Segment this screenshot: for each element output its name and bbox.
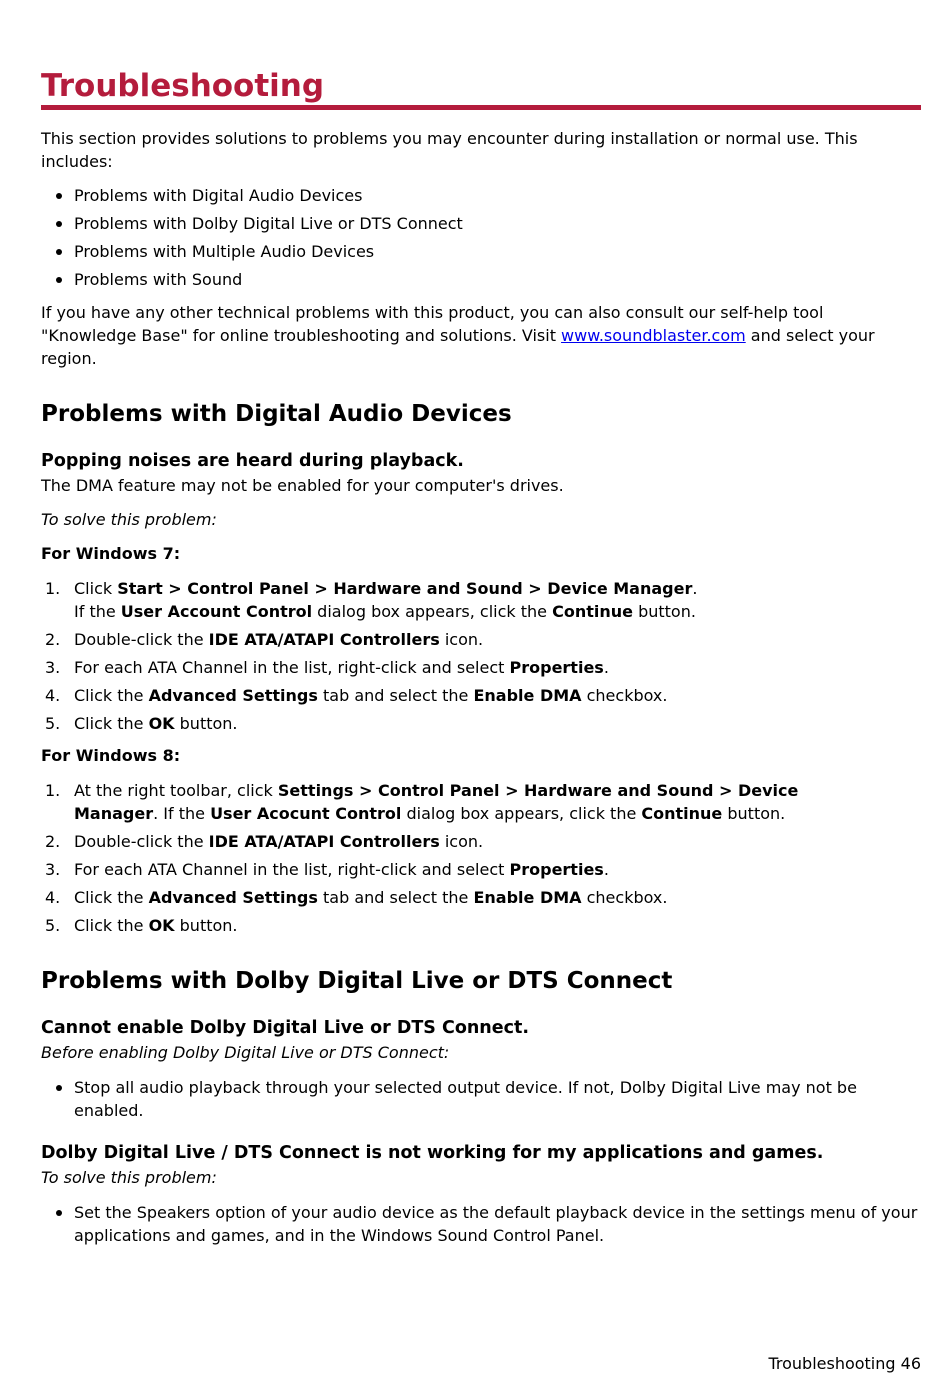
windows8-steps <box>41 779 921 942</box>
ui-term: Settings > Control Panel > Hardware and Sound > Device <box>277 781 799 800</box>
step-number: 5. <box>45 916 61 935</box>
section-heading-dolby: Problems with Dolby Digital Live or DTS Connect <box>41 968 673 994</box>
issue-heading-popping: Popping noises are heard during playback. <box>41 451 464 471</box>
step-number: 5. <box>45 714 61 733</box>
windows7-steps <box>41 577 921 740</box>
ui-term: Advanced Settings <box>148 888 318 907</box>
ui-term: OK <box>148 714 175 733</box>
list-item: Stop all audio playback through your selected output device. If not, Dolby Digital Live may not be enabled. <box>41 1076 921 1122</box>
step-text: . If the <box>153 804 211 823</box>
step-item <box>41 886 921 909</box>
bullet-icon <box>56 193 62 199</box>
step-text: icon. <box>439 832 484 851</box>
page-footer: Troubleshooting 46 <box>768 1354 921 1373</box>
step-text: For each ATA Channel in the list, right-click and select <box>74 658 510 677</box>
ui-term: User Acocunt Control <box>210 804 402 823</box>
step-number: 2. <box>45 630 61 649</box>
step-number: 2. <box>45 832 61 851</box>
ui-term: Properties <box>509 658 604 677</box>
speakers-bullet-list <box>41 1201 921 1247</box>
topic-item[interactable]: Problems with Sound <box>41 268 921 296</box>
step-text: If the <box>74 602 121 621</box>
ui-term: Manager <box>74 804 154 823</box>
step-text: checkbox. <box>581 888 668 907</box>
topic-item[interactable]: Problems with Dolby Digital Live or DTS Connect <box>41 212 921 240</box>
ui-term: Continue <box>641 804 723 823</box>
step-text: Click <box>74 579 118 598</box>
ui-term: OK <box>148 916 175 935</box>
step-text: tab and select the <box>317 888 474 907</box>
dolby-bullet-list <box>41 1076 921 1122</box>
step-item <box>41 914 921 937</box>
step-item <box>41 628 921 651</box>
windows8-label: For Windows 8: <box>41 746 181 765</box>
page-title: Troubleshooting <box>41 68 325 104</box>
step-text: button. <box>174 916 238 935</box>
ui-term: Start > Control Panel > Hardware and Sound > Device Manager <box>117 579 693 598</box>
step-text: checkbox. <box>581 686 668 705</box>
step-text: icon. <box>439 630 484 649</box>
step-text: . <box>603 860 609 879</box>
step-text: dialog box appears, click the <box>401 804 642 823</box>
list-item: Set the Speakers option of your audio device as the default playback device in the settings menu of your applications and games, and in the Windows Sound Control Panel. <box>41 1201 921 1247</box>
ui-term: Enable DMA <box>473 888 582 907</box>
step-text: button. <box>174 714 238 733</box>
topic-item[interactable]: Problems with Digital Audio Devices <box>41 184 921 212</box>
issue-heading-enable-dolby: Cannot enable Dolby Digital Live or DTS Connect. <box>41 1018 530 1038</box>
step-text: . <box>692 579 698 598</box>
bullet-icon <box>56 1085 62 1091</box>
step-text: At the right toolbar, click <box>74 781 278 800</box>
bullet-icon <box>56 221 62 227</box>
issue-cause: The DMA feature may not be enabled for your computer's drives. <box>41 476 564 495</box>
step-text: button. <box>633 602 696 621</box>
step-text: Click the <box>74 916 149 935</box>
step-text: Click the <box>74 686 149 705</box>
ui-term: Advanced Settings <box>148 686 318 705</box>
step-number: 4. <box>45 888 61 907</box>
ui-term: User Account Control <box>120 602 313 621</box>
section-heading-digital-audio: Problems with Digital Audio Devices <box>41 401 512 427</box>
knowledge-base-paragraph: If you have any other technical problems with this product, you can also consult our self-help tool "Knowledge Base" for online troubleshooting and solutions. Visit www.soundblaster.com and select your region. <box>41 303 875 368</box>
step-item <box>41 779 921 825</box>
bullet-icon <box>56 277 62 283</box>
step-number: 3. <box>45 860 61 879</box>
step-text: Click the <box>74 888 149 907</box>
topic-list <box>41 184 921 296</box>
step-text: Double-click the <box>74 630 209 649</box>
step-text: button. <box>722 804 786 823</box>
windows7-label: For Windows 7: <box>41 544 181 563</box>
intro-paragraph: This section provides solutions to problems you may encounter during installation or normal use. This includes: <box>41 129 858 171</box>
bullet-icon <box>56 1210 62 1216</box>
step-item <box>41 712 921 735</box>
step-item <box>41 577 921 623</box>
before-enabling-label: Before enabling Dolby Digital Live or DTS Connect: <box>41 1043 450 1062</box>
step-number: 4. <box>45 686 61 705</box>
bullet-icon <box>56 249 62 255</box>
step-item <box>41 858 921 881</box>
step-item <box>41 656 921 679</box>
ui-term: Continue <box>552 602 633 621</box>
ui-term: IDE ATA/ATAPI Controllers <box>208 832 440 851</box>
issue-heading-not-working: Dolby Digital Live / DTS Connect is not working for my applications and games. <box>41 1143 824 1163</box>
solve-label-2: To solve this problem: <box>41 1168 217 1187</box>
step-text: dialog box appears, click the <box>312 602 553 621</box>
step-text: Double-click the <box>74 832 209 851</box>
step-item <box>41 684 921 707</box>
step-number: 3. <box>45 658 61 677</box>
soundblaster-link[interactable]: www.soundblaster.com <box>561 326 746 345</box>
step-number: 1. <box>45 781 61 800</box>
step-text: tab and select the <box>317 686 474 705</box>
step-text: . <box>603 658 609 677</box>
solve-label: To solve this problem: <box>41 510 217 529</box>
ui-term: Properties <box>509 860 604 879</box>
ui-term: Enable DMA <box>473 686 582 705</box>
step-text: Click the <box>74 714 149 733</box>
step-text: For each ATA Channel in the list, right-click and select <box>74 860 510 879</box>
topic-item[interactable]: Problems with Multiple Audio Devices <box>41 240 921 268</box>
ui-term: IDE ATA/ATAPI Controllers <box>208 630 440 649</box>
step-number: 1. <box>45 579 61 598</box>
step-item <box>41 830 921 853</box>
title-divider <box>41 105 921 110</box>
